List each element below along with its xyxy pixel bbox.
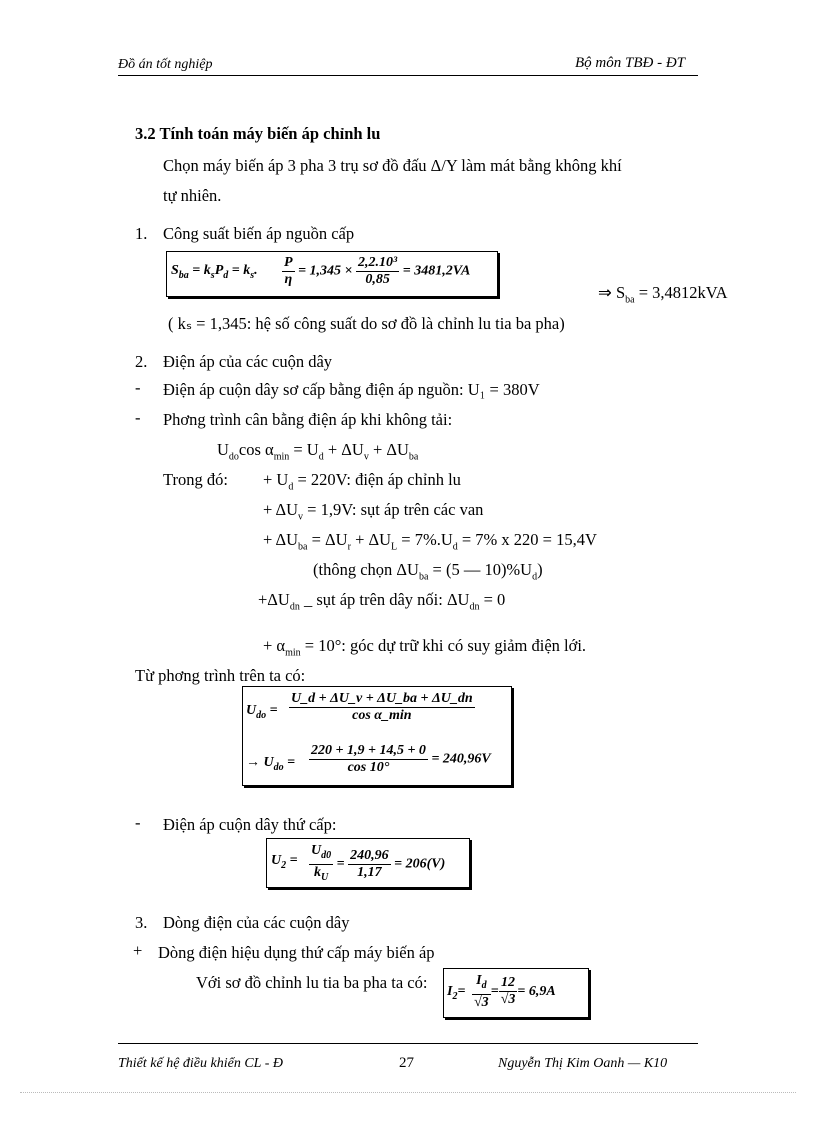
- subscript: dn: [289, 601, 300, 613]
- fraction-numerator: U: [311, 843, 322, 858]
- formula-result: = 206(V): [394, 856, 446, 872]
- subscript: min: [273, 451, 290, 463]
- intro-line-1: Chọn máy biến áp 3 pha 3 trụ sơ đồ đấu Δ/Y làm mát bằng không khí: [163, 156, 622, 175]
- fraction: [472, 973, 491, 1011]
- formula-result: = 6,9A: [517, 984, 556, 1000]
- formula-symbol: + ΔU: [350, 530, 392, 549]
- fraction: [282, 255, 295, 288]
- fraction-denominator: 0,85: [365, 272, 390, 287]
- formula-symbol: + U: [263, 470, 289, 489]
- formula-symbol: S: [171, 263, 179, 278]
- where-item-alpha: [263, 636, 586, 658]
- formula-symbol: cos α: [238, 440, 274, 459]
- formula-box-i2: $I_2=$ $\frac{I_d}{√3}$ = $\frac{12}{√3}$ = 6,9A: [443, 968, 589, 1018]
- subscript: r: [347, 541, 351, 553]
- formula-symbol: = k: [231, 263, 251, 278]
- item3-number: 3.: [135, 913, 148, 932]
- intro-line-2: tự nhiên.: [163, 186, 222, 205]
- header-right: Bộ môn TBĐ - ĐT: [575, 55, 686, 71]
- subscript: d: [532, 571, 538, 583]
- item1-number: 1.: [135, 224, 148, 243]
- text: _ sụt áp trên dây nối: ΔU: [299, 590, 470, 609]
- fraction-numerator: 12: [499, 975, 518, 992]
- text: = 10°: góc dự trữ khi có suy giảm điện lới.: [300, 636, 587, 655]
- bullet-dash: -: [135, 408, 141, 427]
- item1-title: Công suất biến áp nguồn cấp: [163, 224, 355, 243]
- formula-symbol: = ΔU: [307, 530, 348, 549]
- subscript: do: [256, 709, 267, 721]
- footer-left: Thiết kế hệ điều khiển CL - Đ: [118, 1056, 283, 1071]
- balance-equation: [217, 440, 418, 462]
- formula-symbol: = U: [289, 440, 319, 459]
- fraction: [356, 255, 399, 288]
- formula-symbol: +ΔU: [258, 590, 290, 609]
- formula-symbol: = k: [192, 263, 211, 278]
- formula-symbol: + ΔU: [323, 440, 364, 459]
- item3-title: Dòng điện của các cuộn dây: [163, 913, 350, 932]
- subscript: v: [363, 451, 369, 463]
- fraction-denominator: cos α_min: [352, 708, 412, 723]
- formula-box-udo: $U_{do}$ = $\frac{U\_d + \Delta U\_v + \Delta U\_ba + \Delta U\_dn}{\text{cos α\_min}}$ → $U_{do}$ = $\frac{220 + 1,9 + 14,5 + 0}{\cos 10^\circ}$ = 240,96V: [242, 686, 512, 786]
- where-item-ud: [263, 470, 461, 492]
- where-label: Trong đó:: [163, 470, 228, 489]
- primary-voltage: Điện áp cuộn dây sơ cấp bằng điện áp nguồn: U₁ = 380V: [163, 380, 540, 399]
- secondary-voltage-title: Điện áp cuộn dây thứ cấp:: [163, 815, 337, 834]
- formula-box-power: $S_{ba} = k_sP_d = k_s$. $\frac{P}{\eta}$ = 1,345 × $\frac{\text{2,2.10³}}{0,85}$ = 3481,2VA: [166, 251, 498, 297]
- where-item-udn: [258, 590, 505, 612]
- subscript: L: [391, 541, 398, 553]
- fraction-denominator: k: [313, 864, 321, 880]
- formula-symbol: + ΔU: [368, 440, 409, 459]
- formula-symbol: = 7%.U: [397, 530, 453, 549]
- formula-result: = 3,4812kVA: [634, 283, 728, 302]
- item2-title: Điện áp của các cuộn dây: [163, 352, 333, 371]
- subscript: U: [320, 871, 329, 883]
- page-edge-dots: [20, 1092, 796, 1093]
- text: = 7% x 220 = 15,4V: [457, 530, 597, 549]
- footer-right: Nguyễn Thị Kim Oanh — K10: [498, 1056, 668, 1071]
- footer-divider: [118, 1043, 698, 1044]
- where-item-usual: [313, 560, 543, 582]
- fraction-denominator: √3: [500, 992, 516, 1008]
- current-title: Dòng điện hiệu dụng thứ cấp máy biến áp: [158, 943, 435, 962]
- fraction-denominator: 1,17: [357, 864, 382, 880]
- subscript: ba: [408, 451, 419, 463]
- fraction: [499, 975, 518, 1008]
- subscript: ba: [418, 571, 429, 583]
- text: = (5 — 10)%U: [428, 560, 533, 579]
- subscript: dn: [469, 601, 480, 613]
- subscript: do: [228, 451, 239, 463]
- fraction: [289, 691, 475, 724]
- formula-symbol: I: [447, 984, 453, 999]
- fraction-numerator: 240,96: [350, 847, 389, 863]
- fraction-numerator: 220 + 1,9 + 14,5 + 0: [311, 743, 426, 758]
- formula-symbol: → U: [246, 755, 274, 770]
- formula-symbol: + ΔU: [263, 500, 299, 519]
- text: = 0: [479, 590, 506, 609]
- bullet-plus: +: [133, 941, 143, 960]
- text: = 220V: điện áp chỉnh lu: [293, 470, 461, 489]
- balance-equation-title: Phơng trình cân bằng điện áp khi không tải:: [163, 410, 453, 429]
- formula-symbol: + ΔU: [263, 530, 299, 549]
- subscript: d0: [321, 849, 332, 861]
- formula-symbol: + α: [263, 636, 286, 655]
- item2-number: 2.: [135, 352, 148, 371]
- fraction-numerator: I: [476, 973, 482, 988]
- subscript: d: [288, 481, 294, 493]
- where-item-uv: [263, 500, 483, 522]
- subscript: ba: [298, 541, 308, 553]
- formula-symbol: = 1,345 ×: [298, 263, 353, 279]
- subscript: min: [285, 647, 301, 659]
- formula-symbol: P: [214, 263, 224, 278]
- where-item-uba: [263, 530, 597, 552]
- formula-symbol: U: [246, 703, 257, 718]
- formula-symbol: U: [271, 853, 282, 868]
- formula-result: = 240,96V: [431, 751, 491, 767]
- subscript: 2: [281, 859, 287, 871]
- formula-result: = 3481,2VA: [402, 263, 471, 279]
- fraction-numerator: U_d + ΔU_v + ΔU_ba + ΔU_dn: [291, 691, 473, 706]
- subscript: d: [452, 541, 458, 553]
- formula-symbol: ⇒ S: [598, 283, 626, 302]
- page-number: 27: [399, 1055, 414, 1071]
- fraction-numerator: P: [284, 255, 293, 270]
- bullet-dash: -: [135, 813, 141, 832]
- fraction: [309, 743, 428, 776]
- fraction-denominator: cos 10°: [347, 760, 390, 775]
- text: ): [537, 560, 543, 579]
- text: = 1,9V: sụt áp trên các van: [303, 500, 484, 519]
- fraction-denominator: η: [284, 272, 293, 287]
- fraction: [309, 843, 333, 886]
- subscript: d: [481, 979, 487, 991]
- formula-box-u2: $U_2$ = $\frac{U_{d0}}{k_U}$ = $\frac{240,96}{1,17}$ = 206(V): [266, 838, 470, 888]
- fraction-denominator: √3: [474, 994, 489, 1010]
- power-result: [598, 283, 727, 305]
- current-scheme-line: Với sơ đồ chỉnh lu tia ba pha ta có:: [196, 973, 428, 992]
- power-note: ( kₛ = 1,345: hệ số công suất do sơ đồ là chỉnh lu tia ba pha): [168, 314, 565, 333]
- fraction-numerator: 2,2.10³: [358, 255, 398, 270]
- subscript: v: [298, 511, 304, 523]
- subscript: 2: [452, 990, 458, 1002]
- header-divider: [118, 75, 698, 76]
- section-title: 3.2 Tính toán máy biến áp chỉnh lu: [135, 124, 381, 143]
- subscript: d: [318, 451, 324, 463]
- header-left: Đồ án tốt nghiệp: [118, 57, 213, 72]
- subscript: ba: [625, 294, 635, 306]
- bullet-dash: -: [135, 378, 141, 397]
- from-equation-label: Từ phơng trình trên ta có:: [135, 666, 306, 685]
- text: (thông chọn ΔU: [313, 560, 419, 579]
- fraction: [348, 848, 391, 881]
- formula-symbol: U: [217, 440, 229, 459]
